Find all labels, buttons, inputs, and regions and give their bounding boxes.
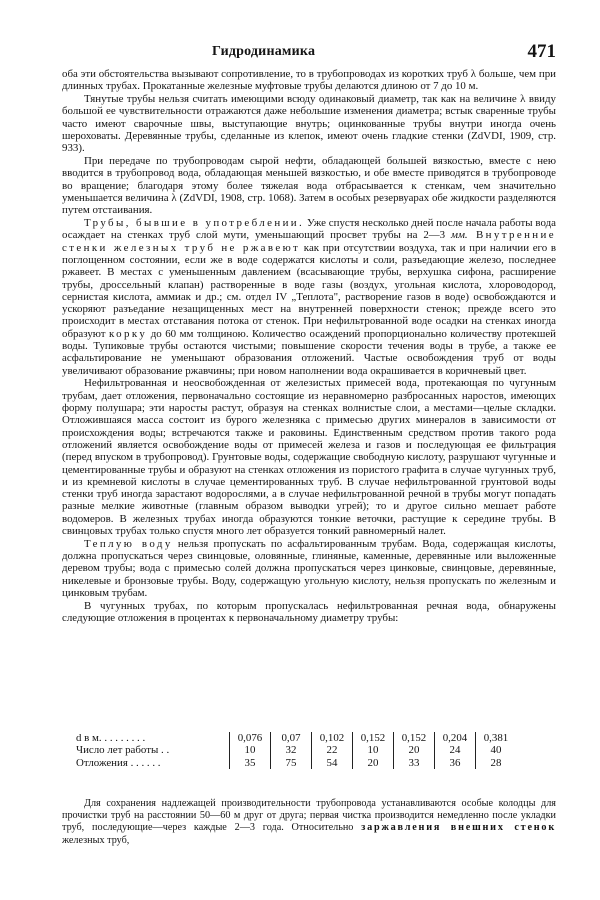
table-cell: 28: [476, 757, 517, 769]
table-cell: 0,102: [312, 732, 353, 744]
paragraph-4-part-c: до 60 мм толщиною. Количество осаждений пропорционально количеству протекшей воды. Тупиковые трубы остаются чистыми; повышение скорости течения воды в трубе, а также ее асфальтирование не уменьшают образования отложений. Частые освобождения труб от воды увеличивают образование ржавчины; при новом наполнении вода окрашивается в коричневый цвет.: [62, 327, 556, 377]
running-title: Гидродинамика: [212, 44, 316, 59]
table-cell: 22: [312, 744, 353, 756]
table-cell: 10: [353, 744, 394, 756]
table-cell: 0,381: [476, 732, 517, 744]
table-row: [74, 744, 516, 756]
paragraph-4: [62, 217, 556, 377]
table-cell: 33: [394, 757, 435, 769]
section-lead-used-pipes: Трубы, бывшие в употреблении.: [84, 217, 305, 230]
table-cell: 0,07: [271, 732, 312, 744]
footnote-part-a: Для сохранения надлежащей производительности трубопровода устанавливаются особые колодцы для прочистки труб на расстоянии 50—60 м друг от друга; первая чистка производится немедленно после укладки труб, последующие—через каждые 2—3 года. Относительно: [62, 798, 556, 834]
row-label-deposits: Отложения . . . . . .: [76, 756, 161, 769]
paragraph-6: [62, 538, 556, 599]
table-cell: 0,152: [353, 732, 394, 744]
emphasis-crust: корку: [109, 327, 148, 340]
footnote-part-b: железных труб,: [62, 834, 130, 846]
deposits-table: [74, 732, 516, 769]
table-cell: 24: [435, 744, 476, 756]
unit-mm: мм.: [451, 229, 468, 242]
table-cell: 0,204: [435, 732, 476, 744]
table-cell: 75: [271, 757, 312, 769]
table-cell: 40: [476, 744, 517, 756]
table-cell: 0,076: [230, 732, 271, 744]
footnote: [62, 798, 556, 847]
table-cell: 35: [230, 757, 271, 769]
table-cell: 36: [435, 757, 476, 769]
table-cell: 32: [271, 744, 312, 756]
paragraph-1: оба эти обстоятельства вызывают сопротивление, то в трубопроводах из коротких труб λ больше, чем при длинных трубах. Прокатанные железные муфтовые трубы делаются длиною от 7 до 10 м.: [62, 68, 556, 93]
row-label-years: Число лет работы . .: [76, 744, 170, 757]
row-label-diameter: d в м. . . . . . . . .: [76, 732, 146, 744]
paragraph-6-rest: нельзя пропускать по асфальтированным трубам. Вода, содержащая кислоты, должна пропускаться через свинцовые, оловянные, глиняные, каменные, деревянные или выложенные деревом трубы; вода с примесью солей должна пропускаться через цинковые, свинцовые, деревянные, никелевые и бронзовые трубы. Воду, содержащую угольную кислоту, нельзя пропускать по железным и цинковым трубам.: [62, 537, 556, 599]
paragraph-7: В чугунных трубах, по которым пропускалась нефильтрованная речная вода, обнаружены следующие отложения в процентах к первоначальному диаметру трубы:: [62, 599, 556, 625]
table-cell: 20: [394, 744, 435, 756]
paragraph-2: Тянутые трубы нельзя считать имеющими всюду одинаковый диаметр, так как на величине λ ввиду большой ее чувствительности отражаются даже небольшие изменения диаметра; встык сваренные трубы часто имеют сварочные швы, выступающие внутрь; оцинкованные трубы внутри иногда очень шероховаты. Деревянные трубы, сделанные из клепок, имеют очень гладкие стенки (ZdVDI, 1909, стр. 933).: [62, 93, 556, 155]
paragraph-5: Нефильтрованная и неосвобожденная от железистых примесей вода, протекающая по чугунным трубам, дает отложения, первоначально состоящие из неравномерно разбросанных наростов, имеющих форму полушара; эти наросты растут, образуя на стенках волнистые слои, а местами—целые складки. Отложившаяся масса состоит из бурого железняка с примесью других минералов в зависимости от происхождения воды; встречаются также и раковины. Единственным средством против такого рода отложений является освобождение воды от примесей железа и газов и последующая ее фильтрация (перед впуском в трубопровод). Грунтовые воды, содержащие свободную кислоту, разрушают чугунные и цементированные трубы и образуют на стенках отложения из пористого графита в случае чугунных труб, и из кремневой кислоты в случае цементированных труб. В случае нефильтрованной грунтовой воды стенки труб иногда зарастают водорослями, а в случае нефильтрованной речной в трубы могут попадать разные мелкие животные (главным образом выводки угрей); то и другое сильно мешает работе водомеров. В железных трубах иногда образуются тонкие веточки, растущие к середине трубы. В свинцовых трубах только спустя много лет образуется тонкий равномерный налет.: [62, 377, 556, 537]
table-cell: 0,152: [394, 732, 435, 744]
footnote-text: [62, 798, 556, 847]
table-cell: 20: [353, 757, 394, 769]
page-number: 471: [527, 41, 556, 62]
table-cell: 54: [312, 757, 353, 769]
table-row: [74, 757, 516, 769]
table-row: [74, 732, 516, 744]
page-header: [62, 41, 556, 66]
body-text: [62, 68, 556, 624]
emphasis-external-rust: заржавления внешних стенок: [361, 822, 556, 834]
section-lead-warm-water: Теплую воду: [84, 537, 173, 550]
paragraph-4-part-b: как при отсутствии воздуха, так и при наличии его в поглощенном состоянии, если же в воде содержатся кислоты и соли, разъедающие железо, последнее ржавеет. В местах с уменьшенным давлением (всасывающие трубы, верхушка сифона, расширение трубы, дроссельный клапан) растворенные в воде газы (воздух, угольная кислота, хлороводород, сернистая кислота, аммиак и др.; см. отдел IV „Теплота", растворение газов в воде) освобождаются и ускоряют разъедание незащищенных мест на внутренней поверхности стенок; прежде всего это происходит в местах отставания потока от стенок. При нефильтрованной воде осадки на стенках иногда образуют: [62, 241, 557, 340]
table-cell: 10: [230, 744, 271, 756]
emphasis-no-rust: Внутренние стенки железных труб не ржавеют: [62, 229, 556, 254]
paragraph-4-part-a: Уже спустя несколько дней после начала работы вода осаждает на стенках труб слой мути, уменьшающий просвет трубы на 2—3: [62, 217, 557, 242]
paragraph-3: При передаче по трубопроводам сырой нефти, обладающей большей вязкостью, вместе с нею вводится в трубопровод вода, обладающая меньшей вязкостью, и обе вместе приводятся в трубопроводе во вращение; благодаря этому более тяжелая вода отбрасывается к стенкам, чем значительно уменьшается величина λ (ZdVDI, 1908, стр. 1068). Затем в особых резервуарах обе жидкости разделяются путем отстаивания.: [62, 155, 556, 217]
